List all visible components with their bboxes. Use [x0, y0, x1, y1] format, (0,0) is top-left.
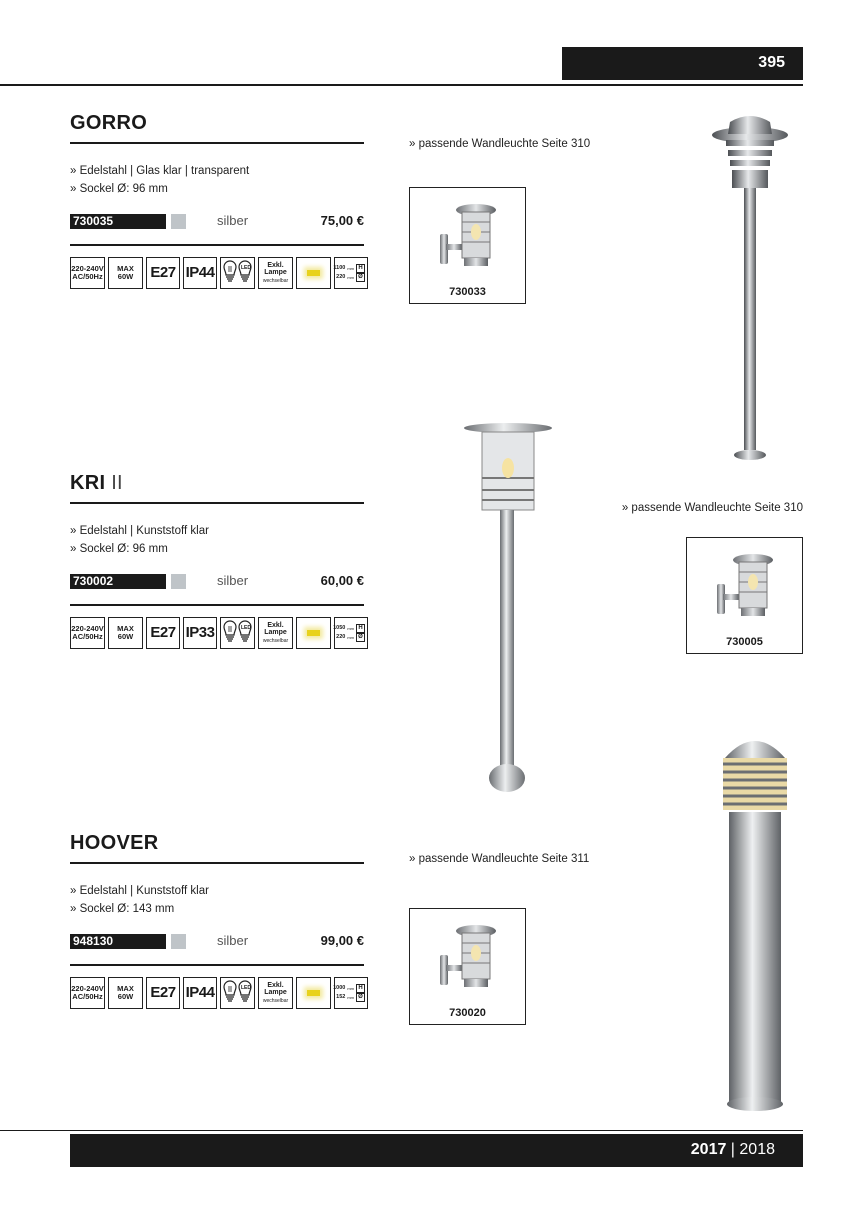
led-label: LED	[241, 265, 251, 271]
diameter-icon: Ø	[356, 273, 365, 282]
price-rule	[70, 964, 364, 966]
matching-wall-lamp-hint: » passende Wandleuchte Seite 310	[621, 502, 803, 514]
product-name: KRI	[70, 472, 106, 494]
height-icon: H	[356, 264, 365, 273]
article-number: 948130	[70, 934, 166, 949]
title-rule	[70, 502, 364, 504]
feature-list	[70, 162, 249, 198]
color-swatch	[171, 934, 186, 949]
price: 75,00 €	[320, 213, 364, 228]
height-icon: H	[356, 624, 365, 633]
year-next: 2018	[739, 1141, 775, 1158]
ip-rating-icon: IP44	[183, 257, 217, 289]
product-title	[70, 112, 147, 135]
led-bulb-icon	[220, 617, 255, 649]
led-bulb-icon	[220, 977, 255, 1009]
title-rule	[70, 862, 364, 864]
diameter-value: 220	[336, 634, 346, 640]
led-label: LED	[241, 985, 251, 991]
light-color-icon	[296, 257, 331, 289]
spec-icons	[70, 617, 368, 649]
price-rule	[70, 604, 364, 606]
height-icon: H	[356, 984, 365, 993]
gorro-lamp-image	[700, 110, 800, 470]
feature-material: » Edelstahl | Kunststoff klar	[70, 525, 209, 537]
socket-icon: E27	[146, 977, 180, 1009]
ip-rating-icon: IP44	[183, 977, 217, 1009]
wall-lamp-image	[715, 546, 775, 626]
diameter-value: 220	[336, 274, 346, 280]
wall-lamp-card	[409, 187, 526, 304]
wall-lamp-image	[438, 917, 498, 997]
dimensions-icon: 1050 mm H 220 mm Ø	[334, 617, 368, 649]
bulb-exclusive-icon: Exkl. Lampe wechselbar	[258, 257, 293, 289]
socket-icon: E27	[146, 257, 180, 289]
spec-icons	[70, 977, 368, 1009]
product-subtitle: II	[111, 472, 123, 494]
max-wattage-icon: MAX 60W	[108, 257, 143, 289]
light-color-icon	[296, 617, 331, 649]
color-label: silber	[217, 213, 249, 228]
spec-icons	[70, 257, 368, 289]
color-label: silber	[217, 573, 249, 588]
feature-list	[70, 522, 209, 558]
color-swatch	[171, 574, 186, 589]
voltage-icon: 220-240V AC/50Hz	[70, 617, 105, 649]
footer-rule	[0, 1130, 803, 1131]
diameter-value: 152	[336, 994, 346, 1000]
article-number: 730035	[70, 214, 166, 229]
voltage-icon: 220-240V AC/50Hz	[70, 257, 105, 289]
price-rule	[70, 244, 364, 246]
product-name: HOOVER	[70, 832, 159, 854]
article-number: 730002	[70, 574, 166, 589]
title-rule	[70, 142, 364, 144]
feature-list	[70, 882, 209, 918]
feature-base: » Sockel Ø: 143 mm	[70, 903, 175, 915]
voltage-icon: 220-240V AC/50Hz	[70, 977, 105, 1009]
year-separator: |	[726, 1141, 740, 1158]
led-bulb-icon	[220, 257, 255, 289]
color-label: silber	[217, 933, 249, 948]
height-value: 1100	[333, 265, 346, 271]
feature-base: » Sockel Ø: 96 mm	[70, 183, 168, 195]
page-number-bar	[562, 47, 803, 80]
max-wattage-icon: MAX 60W	[108, 617, 143, 649]
hoover-lamp-image	[715, 730, 795, 1115]
wall-lamp-card	[409, 908, 526, 1025]
feature-material: » Edelstahl | Kunststoff klar	[70, 885, 209, 897]
diameter-icon: Ø	[356, 633, 365, 642]
color-swatch	[171, 214, 186, 229]
footer-bar	[70, 1134, 803, 1167]
price: 99,00 €	[320, 933, 364, 948]
ip-rating-icon: IP33	[183, 617, 217, 649]
wall-lamp-code: 730020	[449, 1007, 486, 1019]
catalog-years	[691, 1141, 775, 1159]
socket-icon: E27	[146, 617, 180, 649]
wall-lamp-image	[438, 196, 498, 276]
wall-lamp-card	[686, 537, 803, 654]
wall-lamp-code: 730005	[726, 636, 763, 648]
max-wattage-icon: MAX 60W	[108, 977, 143, 1009]
bulb-exclusive-icon: Exkl. Lampe wechselbar	[258, 977, 293, 1009]
product-name: GORRO	[70, 112, 148, 134]
year-current: 2017	[690, 1141, 727, 1158]
feature-base: » Sockel Ø: 96 mm	[70, 543, 168, 555]
led-label: LED	[241, 625, 251, 631]
product-title	[70, 832, 158, 855]
product-title	[70, 472, 123, 495]
dimensions-icon: 1000 mm H 152 mm Ø	[334, 977, 368, 1009]
dimensions-icon: 1100 mm H 220 mm Ø	[334, 257, 368, 289]
header-rule	[0, 84, 803, 86]
price: 60,00 €	[320, 573, 364, 588]
wall-lamp-code: 730033	[449, 286, 486, 298]
height-value: 1050	[333, 625, 346, 631]
light-color-icon	[296, 977, 331, 1009]
kri-lamp-image	[460, 420, 560, 800]
diameter-icon: Ø	[356, 993, 365, 1002]
bulb-exclusive-icon: Exkl. Lampe wechselbar	[258, 617, 293, 649]
height-value: 1000	[333, 985, 346, 991]
page-number: 395	[758, 54, 785, 71]
matching-wall-lamp-hint: » passende Wandleuchte Seite 310	[409, 138, 591, 150]
matching-wall-lamp-hint: » passende Wandleuchte Seite 311	[409, 853, 590, 865]
feature-material: » Edelstahl | Glas klar | transparent	[70, 165, 250, 177]
